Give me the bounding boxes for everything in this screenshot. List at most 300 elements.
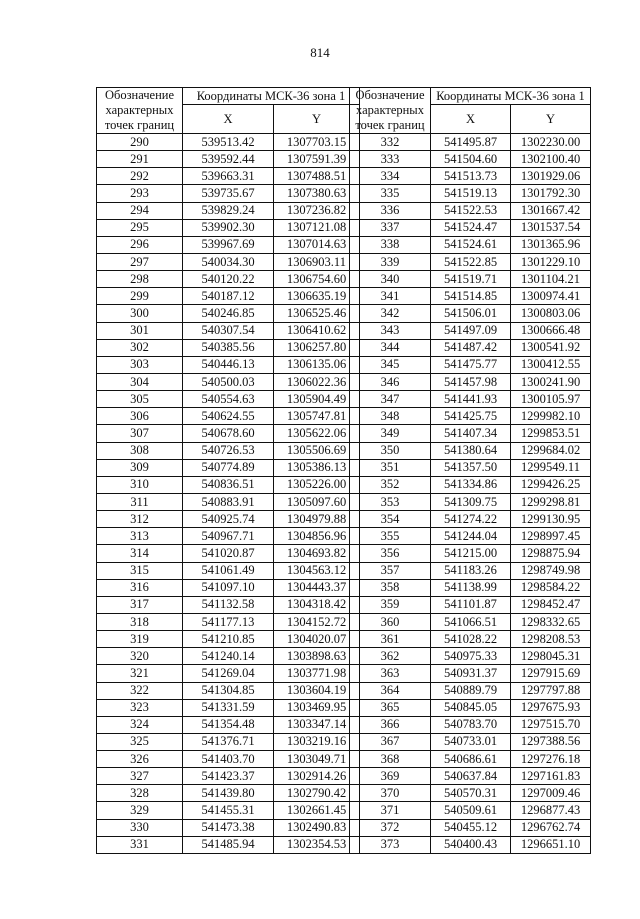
point-id-cell: 345 [350, 356, 431, 373]
y-coordinate-cell: 1303604.19 [274, 682, 360, 699]
y-coordinate-cell: 1303347.14 [274, 716, 360, 733]
x-coordinate-cell: 540774.89 [183, 459, 274, 476]
y-coordinate-cell: 1301537.54 [511, 219, 591, 236]
point-id-cell: 341 [350, 288, 431, 305]
table-row [97, 236, 360, 253]
y-coordinate-cell: 1307014.63 [274, 236, 360, 253]
x-coordinate-cell: 541513.73 [431, 168, 511, 185]
y-coordinate-cell: 1300666.48 [511, 322, 591, 339]
y-coordinate-cell: 1299549.11 [511, 459, 591, 476]
table-row [97, 528, 360, 545]
x-coordinate-cell: 540967.71 [183, 528, 274, 545]
x-coordinate-cell: 541407.34 [431, 425, 511, 442]
table-row [350, 665, 591, 682]
point-id-cell: 352 [350, 476, 431, 493]
x-coordinate-cell: 541439.80 [183, 785, 274, 802]
y-coordinate-cell: 1298208.53 [511, 631, 591, 648]
x-coordinate-cell: 541061.49 [183, 562, 274, 579]
table-row [97, 425, 360, 442]
point-id-cell: 322 [97, 682, 183, 699]
table-row [97, 768, 360, 785]
x-coordinate-cell: 541066.51 [431, 613, 511, 630]
y-coordinate-cell: 1298584.22 [511, 579, 591, 596]
point-id-cell: 319 [97, 631, 183, 648]
point-id-cell: 312 [97, 511, 183, 528]
point-id-cell: 336 [350, 202, 431, 219]
point-id-cell: 291 [97, 151, 183, 168]
table-row [350, 631, 591, 648]
point-id-cell: 361 [350, 631, 431, 648]
y-coordinate-cell: 1305226.00 [274, 476, 360, 493]
x-coordinate-cell: 541380.64 [431, 442, 511, 459]
x-coordinate-cell: 540783.70 [431, 716, 511, 733]
point-id-cell: 363 [350, 665, 431, 682]
y-coordinate-cell: 1306525.46 [274, 305, 360, 322]
table-row [97, 442, 360, 459]
table-row [97, 596, 360, 613]
point-id-cell: 327 [97, 768, 183, 785]
y-coordinate-cell: 1304152.72 [274, 613, 360, 630]
point-id-cell: 347 [350, 391, 431, 408]
point-id-cell: 300 [97, 305, 183, 322]
header-coordinates: Координаты МСК-36 зона 1 [431, 88, 591, 105]
x-coordinate-cell: 539735.67 [183, 185, 274, 202]
x-coordinate-cell: 541269.04 [183, 665, 274, 682]
x-coordinate-cell: 541522.53 [431, 202, 511, 219]
x-coordinate-cell: 541357.50 [431, 459, 511, 476]
table-row [350, 596, 591, 613]
point-id-cell: 333 [350, 151, 431, 168]
table-row [350, 356, 591, 373]
point-id-cell: 323 [97, 699, 183, 716]
point-id-cell: 311 [97, 493, 183, 510]
y-coordinate-cell: 1300105.97 [511, 391, 591, 408]
y-coordinate-cell: 1299853.51 [511, 425, 591, 442]
table-row [97, 151, 360, 168]
x-coordinate-cell: 540925.74 [183, 511, 274, 528]
y-coordinate-cell: 1304318.42 [274, 596, 360, 613]
x-coordinate-cell: 541519.71 [431, 271, 511, 288]
x-coordinate-cell: 540733.01 [431, 733, 511, 750]
y-coordinate-cell: 1303219.16 [274, 733, 360, 750]
point-id-cell: 294 [97, 202, 183, 219]
table-row [97, 271, 360, 288]
point-id-cell: 316 [97, 579, 183, 596]
point-id-cell: 303 [97, 356, 183, 373]
point-id-cell: 325 [97, 733, 183, 750]
y-coordinate-cell: 1301104.21 [511, 271, 591, 288]
y-coordinate-cell: 1297276.18 [511, 751, 591, 768]
table-row [350, 271, 591, 288]
x-coordinate-cell: 540187.12 [183, 288, 274, 305]
point-id-cell: 321 [97, 665, 183, 682]
point-id-cell: 346 [350, 373, 431, 390]
page-number: 814 [310, 45, 330, 60]
point-id-cell: 335 [350, 185, 431, 202]
y-coordinate-cell: 1307121.08 [274, 219, 360, 236]
x-coordinate-cell: 541210.85 [183, 631, 274, 648]
table-row [350, 768, 591, 785]
table-row [350, 716, 591, 733]
y-coordinate-cell: 1305386.13 [274, 459, 360, 476]
table-row [97, 665, 360, 682]
table-row [97, 819, 360, 836]
point-id-cell: 304 [97, 373, 183, 390]
table-row [350, 168, 591, 185]
x-coordinate-cell: 541522.85 [431, 253, 511, 270]
x-coordinate-cell: 541132.58 [183, 596, 274, 613]
table-row [350, 562, 591, 579]
x-coordinate-cell: 541177.13 [183, 613, 274, 630]
point-id-cell: 299 [97, 288, 183, 305]
x-coordinate-cell: 541487.42 [431, 339, 511, 356]
point-id-cell: 340 [350, 271, 431, 288]
x-coordinate-cell: 541504.60 [431, 151, 511, 168]
y-coordinate-cell: 1304443.37 [274, 579, 360, 596]
x-coordinate-cell: 541215.00 [431, 545, 511, 562]
table-row [97, 579, 360, 596]
table-row [350, 305, 591, 322]
x-coordinate-cell: 539663.31 [183, 168, 274, 185]
point-id-cell: 314 [97, 545, 183, 562]
table-row [97, 373, 360, 390]
point-id-cell: 320 [97, 648, 183, 665]
y-coordinate-cell: 1297515.70 [511, 716, 591, 733]
table-row [350, 459, 591, 476]
y-coordinate-cell: 1298875.94 [511, 545, 591, 562]
x-coordinate-cell: 541473.38 [183, 819, 274, 836]
x-coordinate-cell: 541274.22 [431, 511, 511, 528]
point-id-cell: 313 [97, 528, 183, 545]
x-coordinate-cell: 541138.99 [431, 579, 511, 596]
point-id-cell: 368 [350, 751, 431, 768]
y-coordinate-cell: 1300412.55 [511, 356, 591, 373]
point-id-cell: 295 [97, 219, 183, 236]
x-coordinate-cell: 541485.94 [183, 836, 274, 853]
y-coordinate-cell: 1306754.60 [274, 271, 360, 288]
x-coordinate-cell: 541183.26 [431, 562, 511, 579]
x-coordinate-cell: 540624.55 [183, 408, 274, 425]
y-coordinate-cell: 1297797.88 [511, 682, 591, 699]
y-coordinate-cell: 1307488.51 [274, 168, 360, 185]
table-row [350, 733, 591, 750]
y-coordinate-cell: 1300974.41 [511, 288, 591, 305]
header-designation: Обозначение характерных точек границ [350, 88, 431, 134]
table-row [350, 545, 591, 562]
x-coordinate-cell: 540570.31 [431, 785, 511, 802]
y-coordinate-cell: 1297675.93 [511, 699, 591, 716]
point-id-cell: 342 [350, 305, 431, 322]
table-row [97, 785, 360, 802]
point-id-cell: 339 [350, 253, 431, 270]
point-id-cell: 362 [350, 648, 431, 665]
point-id-cell: 305 [97, 391, 183, 408]
y-coordinate-cell: 1299130.95 [511, 511, 591, 528]
x-coordinate-cell: 540455.12 [431, 819, 511, 836]
y-coordinate-cell: 1302914.26 [274, 768, 360, 785]
coordinates-table-left [96, 87, 360, 854]
x-coordinate-cell: 539967.69 [183, 236, 274, 253]
header-x: X [431, 105, 511, 134]
x-coordinate-cell: 540120.22 [183, 271, 274, 288]
point-id-cell: 358 [350, 579, 431, 596]
table-row [350, 819, 591, 836]
table-row [350, 682, 591, 699]
y-coordinate-cell: 1306635.19 [274, 288, 360, 305]
y-coordinate-cell: 1303049.71 [274, 751, 360, 768]
point-id-cell: 373 [350, 836, 431, 853]
point-id-cell: 309 [97, 459, 183, 476]
y-coordinate-cell: 1307236.82 [274, 202, 360, 219]
point-id-cell: 328 [97, 785, 183, 802]
y-coordinate-cell: 1303771.98 [274, 665, 360, 682]
point-id-cell: 370 [350, 785, 431, 802]
y-coordinate-cell: 1298749.98 [511, 562, 591, 579]
table-row [97, 391, 360, 408]
y-coordinate-cell: 1302490.83 [274, 819, 360, 836]
x-coordinate-cell: 541475.77 [431, 356, 511, 373]
point-id-cell: 351 [350, 459, 431, 476]
point-id-cell: 315 [97, 562, 183, 579]
point-id-cell: 369 [350, 768, 431, 785]
point-id-cell: 359 [350, 596, 431, 613]
header-y: Y [511, 105, 591, 134]
point-id-cell: 334 [350, 168, 431, 185]
y-coordinate-cell: 1306410.62 [274, 322, 360, 339]
table-row [97, 751, 360, 768]
y-coordinate-cell: 1306135.06 [274, 356, 360, 373]
table-row [350, 322, 591, 339]
table-row [97, 733, 360, 750]
point-id-cell: 355 [350, 528, 431, 545]
table-row [97, 185, 360, 202]
table-row [97, 408, 360, 425]
x-coordinate-cell: 540975.33 [431, 648, 511, 665]
header-y: Y [274, 105, 360, 134]
y-coordinate-cell: 1299426.25 [511, 476, 591, 493]
x-coordinate-cell: 540883.91 [183, 493, 274, 510]
y-coordinate-cell: 1302790.42 [274, 785, 360, 802]
table-row [97, 836, 360, 853]
y-coordinate-cell: 1301229.10 [511, 253, 591, 270]
table-row [97, 545, 360, 562]
table-row [97, 322, 360, 339]
table-row [350, 288, 591, 305]
point-id-cell: 332 [350, 134, 431, 151]
point-id-cell: 298 [97, 271, 183, 288]
point-id-cell: 293 [97, 185, 183, 202]
point-id-cell: 364 [350, 682, 431, 699]
x-coordinate-cell: 540500.03 [183, 373, 274, 390]
table-row [350, 339, 591, 356]
table-row [350, 134, 591, 151]
point-id-cell: 365 [350, 699, 431, 716]
table-row [350, 785, 591, 802]
point-id-cell: 366 [350, 716, 431, 733]
y-coordinate-cell: 1305097.60 [274, 493, 360, 510]
table-row [97, 202, 360, 219]
point-id-cell: 343 [350, 322, 431, 339]
x-coordinate-cell: 539513.42 [183, 134, 274, 151]
table-row [350, 151, 591, 168]
table-row [350, 699, 591, 716]
y-coordinate-cell: 1301365.96 [511, 236, 591, 253]
table-row [97, 631, 360, 648]
point-id-cell: 292 [97, 168, 183, 185]
y-coordinate-cell: 1300541.92 [511, 339, 591, 356]
x-coordinate-cell: 540307.54 [183, 322, 274, 339]
coordinates-table-right [349, 87, 591, 854]
table-row [350, 185, 591, 202]
y-coordinate-cell: 1304563.12 [274, 562, 360, 579]
point-id-cell: 326 [97, 751, 183, 768]
point-id-cell: 354 [350, 511, 431, 528]
point-id-cell: 307 [97, 425, 183, 442]
table-row [97, 699, 360, 716]
table-row [97, 288, 360, 305]
point-id-cell: 329 [97, 802, 183, 819]
y-coordinate-cell: 1304856.96 [274, 528, 360, 545]
table-row [97, 459, 360, 476]
x-coordinate-cell: 541334.86 [431, 476, 511, 493]
y-coordinate-cell: 1307591.39 [274, 151, 360, 168]
y-coordinate-cell: 1296651.10 [511, 836, 591, 853]
x-coordinate-cell: 541524.47 [431, 219, 511, 236]
x-coordinate-cell: 541425.75 [431, 408, 511, 425]
x-coordinate-cell: 540385.56 [183, 339, 274, 356]
y-coordinate-cell: 1306022.36 [274, 373, 360, 390]
table-row [350, 751, 591, 768]
x-coordinate-cell: 540246.85 [183, 305, 274, 322]
table-row [97, 493, 360, 510]
table-row [97, 613, 360, 630]
y-coordinate-cell: 1299298.81 [511, 493, 591, 510]
x-coordinate-cell: 540637.84 [431, 768, 511, 785]
point-id-cell: 306 [97, 408, 183, 425]
y-coordinate-cell: 1304693.82 [274, 545, 360, 562]
y-coordinate-cell: 1305747.81 [274, 408, 360, 425]
header-coordinates: Координаты МСК-36 зона 1 [183, 88, 360, 105]
x-coordinate-cell: 541097.10 [183, 579, 274, 596]
x-coordinate-cell: 541331.59 [183, 699, 274, 716]
x-coordinate-cell: 541304.85 [183, 682, 274, 699]
table-row [97, 253, 360, 270]
point-id-cell: 357 [350, 562, 431, 579]
y-coordinate-cell: 1305506.69 [274, 442, 360, 459]
x-coordinate-cell: 541441.93 [431, 391, 511, 408]
x-coordinate-cell: 540931.37 [431, 665, 511, 682]
point-id-cell: 360 [350, 613, 431, 630]
table-row [97, 305, 360, 322]
x-coordinate-cell: 540446.13 [183, 356, 274, 373]
y-coordinate-cell: 1302661.45 [274, 802, 360, 819]
point-id-cell: 296 [97, 236, 183, 253]
point-id-cell: 350 [350, 442, 431, 459]
y-coordinate-cell: 1298332.65 [511, 613, 591, 630]
x-coordinate-cell: 540678.60 [183, 425, 274, 442]
table-row [350, 425, 591, 442]
x-coordinate-cell: 540726.53 [183, 442, 274, 459]
x-coordinate-cell: 540686.61 [431, 751, 511, 768]
point-id-cell: 344 [350, 339, 431, 356]
x-coordinate-cell: 541514.85 [431, 288, 511, 305]
y-coordinate-cell: 1303469.95 [274, 699, 360, 716]
point-id-cell: 367 [350, 733, 431, 750]
point-id-cell: 297 [97, 253, 183, 270]
y-coordinate-cell: 1300803.06 [511, 305, 591, 322]
x-coordinate-cell: 541376.71 [183, 733, 274, 750]
table-row [97, 682, 360, 699]
x-coordinate-cell: 539829.24 [183, 202, 274, 219]
x-coordinate-cell: 540845.05 [431, 699, 511, 716]
x-coordinate-cell: 540554.63 [183, 391, 274, 408]
y-coordinate-cell: 1297161.83 [511, 768, 591, 785]
x-coordinate-cell: 541309.75 [431, 493, 511, 510]
x-coordinate-cell: 541240.14 [183, 648, 274, 665]
point-id-cell: 348 [350, 408, 431, 425]
table-row [350, 476, 591, 493]
y-coordinate-cell: 1307380.63 [274, 185, 360, 202]
point-id-cell: 372 [350, 819, 431, 836]
x-coordinate-cell: 539902.30 [183, 219, 274, 236]
y-coordinate-cell: 1297915.69 [511, 665, 591, 682]
x-coordinate-cell: 540509.61 [431, 802, 511, 819]
y-coordinate-cell: 1303898.63 [274, 648, 360, 665]
table-row [97, 562, 360, 579]
y-coordinate-cell: 1299982.10 [511, 408, 591, 425]
y-coordinate-cell: 1305904.49 [274, 391, 360, 408]
y-coordinate-cell: 1297388.56 [511, 733, 591, 750]
table-row [350, 802, 591, 819]
x-coordinate-cell: 541244.04 [431, 528, 511, 545]
table-row [97, 134, 360, 151]
table-row [350, 391, 591, 408]
x-coordinate-cell: 541519.13 [431, 185, 511, 202]
table-row [350, 493, 591, 510]
table-row [350, 202, 591, 219]
table-row [350, 579, 591, 596]
x-coordinate-cell: 541524.61 [431, 236, 511, 253]
header-x: X [183, 105, 274, 134]
y-coordinate-cell: 1297009.46 [511, 785, 591, 802]
table-row [97, 716, 360, 733]
x-coordinate-cell: 541455.31 [183, 802, 274, 819]
y-coordinate-cell: 1296877.43 [511, 802, 591, 819]
x-coordinate-cell: 541423.37 [183, 768, 274, 785]
table-row [97, 802, 360, 819]
table-row [97, 168, 360, 185]
point-id-cell: 310 [97, 476, 183, 493]
y-coordinate-cell: 1301667.42 [511, 202, 591, 219]
y-coordinate-cell: 1300241.90 [511, 373, 591, 390]
point-id-cell: 324 [97, 716, 183, 733]
point-id-cell: 308 [97, 442, 183, 459]
point-id-cell: 371 [350, 802, 431, 819]
y-coordinate-cell: 1306257.80 [274, 339, 360, 356]
x-coordinate-cell: 541101.87 [431, 596, 511, 613]
table-row [350, 836, 591, 853]
table-row [350, 511, 591, 528]
point-id-cell: 302 [97, 339, 183, 356]
x-coordinate-cell: 541457.98 [431, 373, 511, 390]
y-coordinate-cell: 1298452.47 [511, 596, 591, 613]
point-id-cell: 338 [350, 236, 431, 253]
y-coordinate-cell: 1302230.00 [511, 134, 591, 151]
header-designation: Обозначение характерных точек границ [97, 88, 183, 134]
x-coordinate-cell: 540889.79 [431, 682, 511, 699]
table-row [97, 356, 360, 373]
x-coordinate-cell: 540034.30 [183, 253, 274, 270]
